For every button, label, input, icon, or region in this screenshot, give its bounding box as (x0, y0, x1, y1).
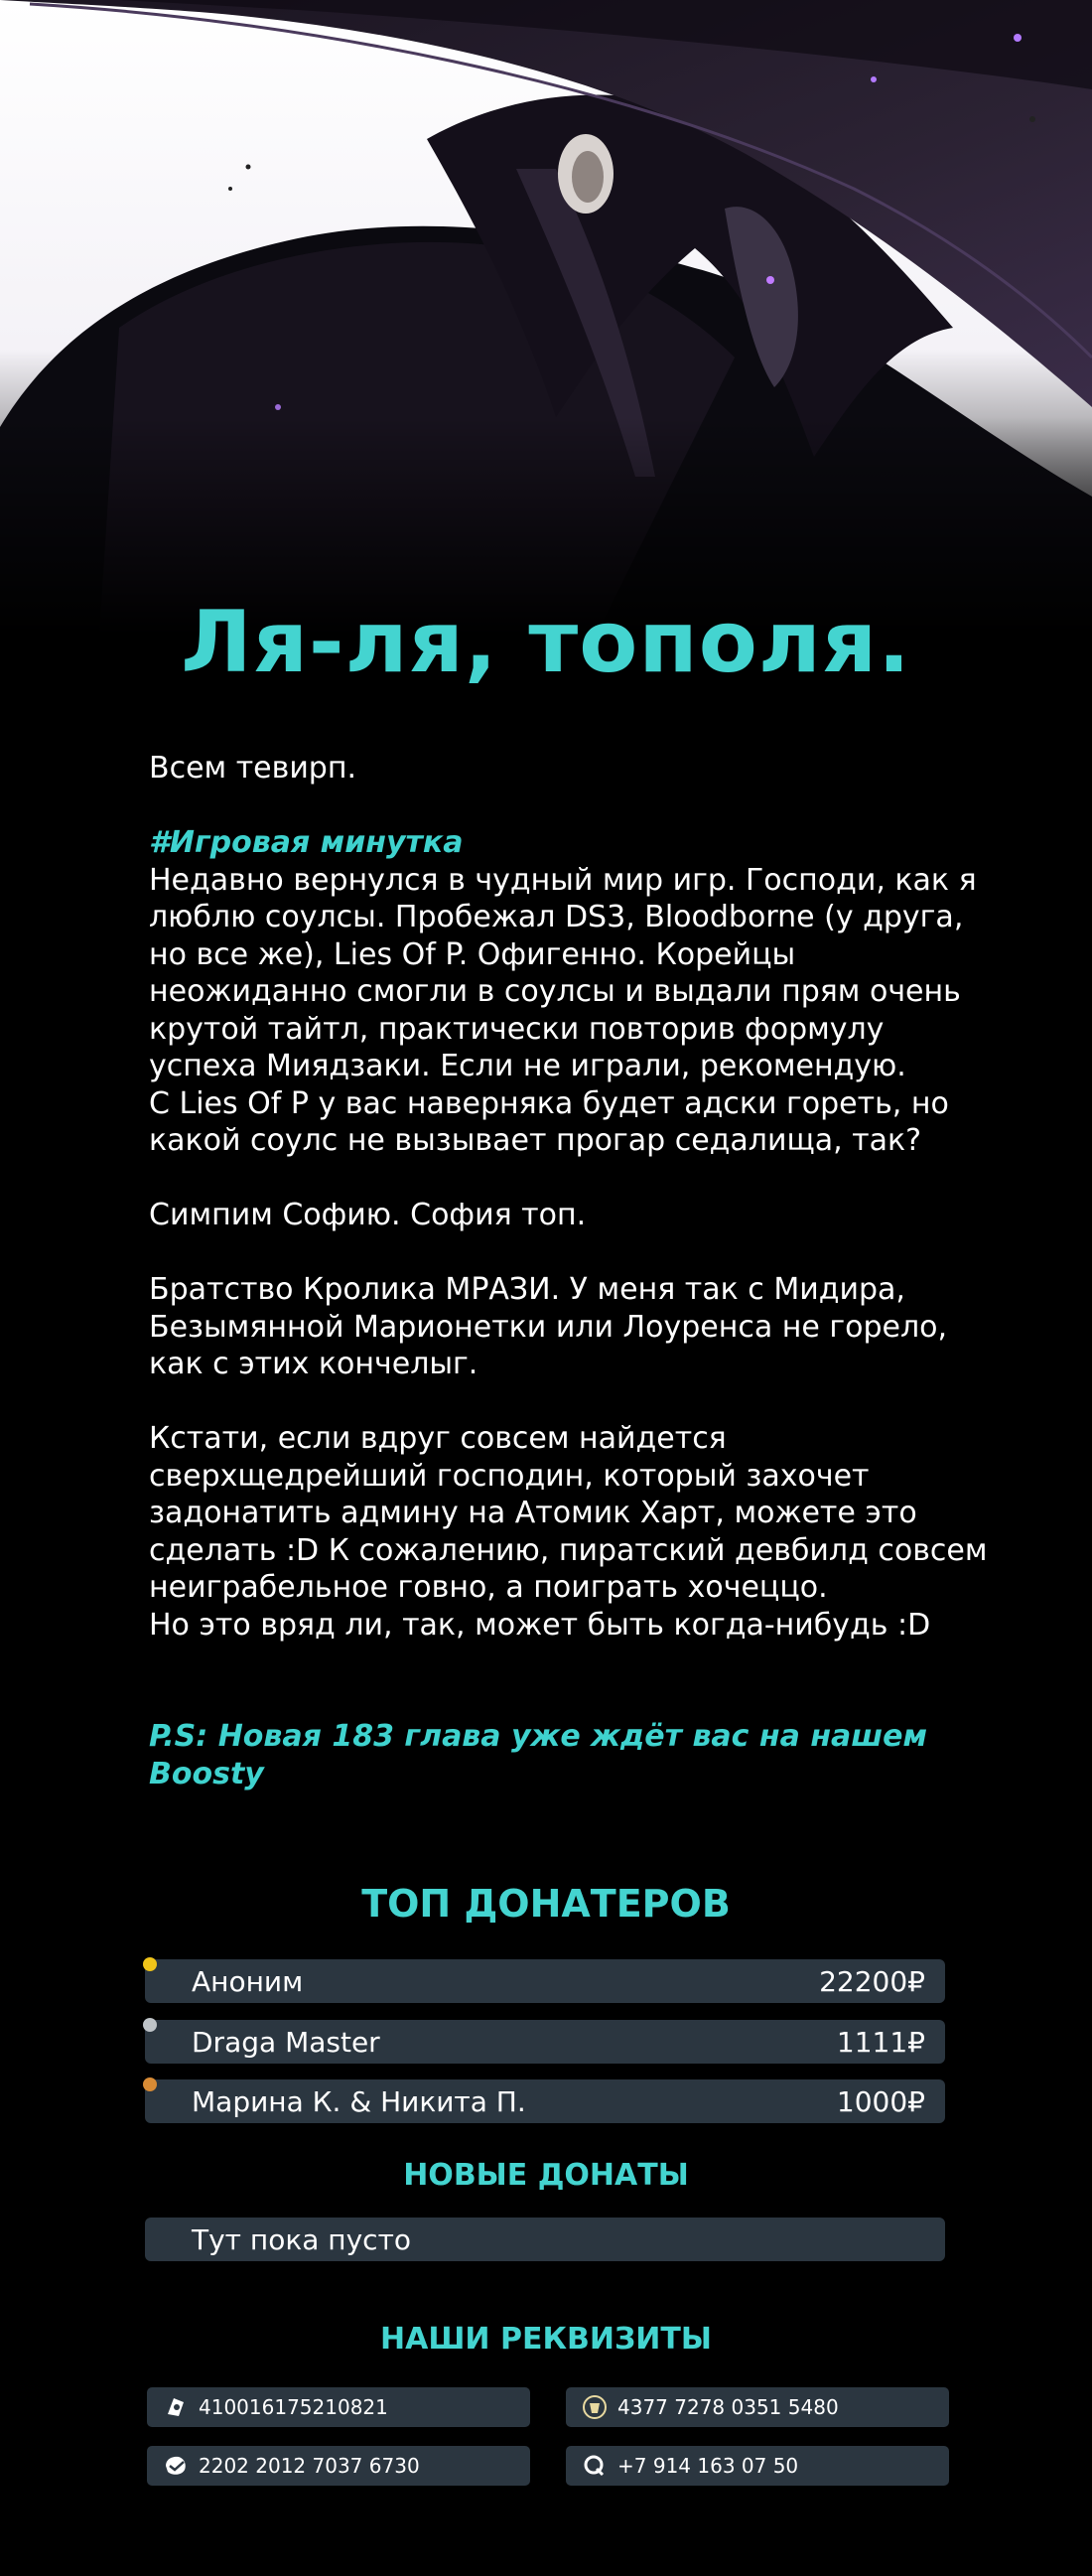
top-donors-title: ТОП ДОНАТЕРОВ (361, 1882, 731, 1926)
paragraph-line: но все же), Lies Of P. Офигенно. Корейцы (149, 936, 796, 972)
paragraph-line: Но это вряд ли, так, может быть когда-нибудь :D (149, 1607, 931, 1643)
donor-name: Марина К. & Никита П. (192, 2084, 526, 2118)
donor-name: Аноним (192, 1964, 304, 1998)
paragraph-line: успеха Миядзаки. Если не играли, рекомендую. (149, 1049, 906, 1083)
paragraph-line: сверхщедрейший господин, который захочет (149, 1458, 870, 1494)
requisite-value: 4377 7278 0351 5480 (617, 2395, 839, 2419)
ps-line: P.S: Новая 183 глава уже ждёт вас на нашем (149, 1719, 928, 1754)
requisite-qiwi[interactable] (566, 2446, 949, 2486)
paragraph-line: как с этих кончелыг. (149, 1347, 478, 1381)
empty-state-text: Тут пока пусто (192, 2222, 412, 2256)
requisite-yoomoney[interactable] (147, 2387, 530, 2427)
donor-amount: 1111₽ (836, 2025, 925, 2059)
paragraph-line: Недавно вернулся в чудный мир игр. Господи, как я (149, 862, 977, 898)
sberbank-icon (163, 2453, 189, 2479)
paragraph-line: Безымянной Марионетки или Лоуренса не горело, (149, 1309, 948, 1345)
top-donor-row (145, 2079, 945, 2123)
new-donations-empty (145, 2218, 945, 2261)
paragraph-line: люблю соулсы. Пробежал DS3, Bloodborne (у друга, (149, 900, 964, 934)
silver-medal-icon (143, 2018, 157, 2032)
new-donations-title: НОВЫЕ ДОНАТЫ (403, 2158, 689, 2193)
hero-illustration (0, 0, 1092, 636)
paragraph-line: С Lies Of P у вас наверняка будет адски гореть, но (149, 1085, 949, 1121)
requisite-value: +7 914 163 07 50 (617, 2454, 799, 2478)
qiwi-icon (582, 2453, 608, 2479)
paragraph-line: задонатить админу на Атомик Харт, можете это (149, 1496, 917, 1530)
paragraph-line: Симпим Софию. София топ. (149, 1198, 587, 1232)
requisites-title: НАШИ РЕКВИЗИТЫ (380, 2322, 712, 2357)
requisite-value: 410016175210821 (199, 2395, 388, 2419)
requisite-value: 2202 2012 7037 6730 (199, 2454, 420, 2478)
paragraph-line: Кстати, если вдруг совсем найдется (149, 1421, 727, 1456)
top-donor-row (145, 1959, 945, 2003)
paragraph-line: неожиданно смогли в соулсы и выдали прям очень (149, 974, 961, 1009)
requisite-sberbank[interactable] (147, 2446, 530, 2486)
requisite-tinkoff[interactable] (566, 2387, 949, 2427)
donor-amount: 22200₽ (819, 1964, 925, 1998)
yoomoney-icon (163, 2394, 189, 2420)
bronze-medal-icon (143, 2077, 157, 2091)
ps-line: Boosty (149, 1757, 264, 1791)
donor-name: Draga Master (192, 2025, 380, 2059)
gold-medal-icon (143, 1957, 157, 1971)
paragraph-line: Братство Кролика МРАЗИ. У меня так с Мидира, (149, 1272, 905, 1307)
post-body (149, 750, 1023, 1644)
tinkoff-icon (582, 2394, 608, 2420)
donor-amount: 1000₽ (836, 2084, 925, 2118)
paragraph-line: сделать :D К сожалению, пиратский девбилд совсем (149, 1532, 988, 1568)
greeting-text: Всем тевирп. (149, 751, 357, 786)
top-donor-row (145, 2020, 945, 2064)
ps-note[interactable] (149, 1718, 1003, 1793)
page-title: Ля-ля, тополя. (181, 593, 911, 692)
paragraph-line: крутой тайтл, практически повторив формулу (149, 1011, 885, 1047)
paragraph-line: неиграбельное говно, а поиграть хочеццо. (149, 1570, 828, 1605)
paragraph-line: какой соулс не вызывает прогар седалища, так? (149, 1123, 922, 1158)
hashtag-text: #Игровая минутка (149, 825, 464, 860)
